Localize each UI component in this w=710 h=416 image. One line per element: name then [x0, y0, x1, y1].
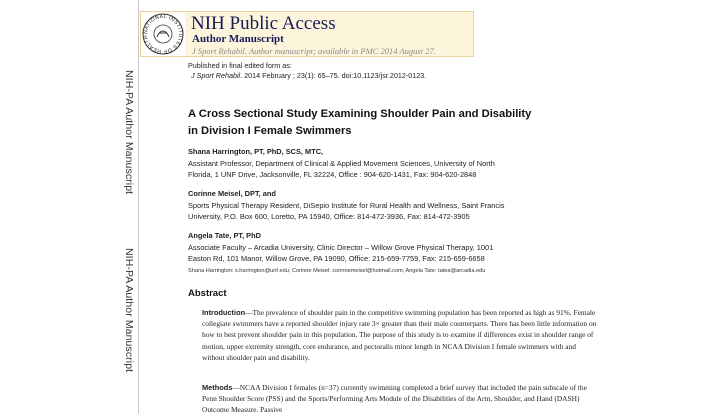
citation-details: . 2014 February ; 23(1): 65–75. doi:10.1123/jsr.2012-0123.: [240, 71, 427, 80]
publication-note: [188, 61, 426, 81]
author-address: University, P.O. Box 600, Loretto, PA 15940, Office: 814-472-3936, Fax: 814-472-3905: [188, 212, 470, 221]
introduction-text: —The prevalence of shoulder pain in the competitive swimming population has been reported as high as 91%. Female collegiate swimmers have a reported shoulder injury rate 3× greater than their male counterparts. There has been little information on how to best prevent shoulder pain in this population. The purpose of this study is to examine if differences exist in shoulder range of motion, upper extremity strength, core endurance, and pectoralis minor length in NCAA Division I female swimmers with and without shoulder pain and disability.: [202, 308, 597, 362]
author-block: [188, 188, 608, 223]
author-block: [188, 146, 608, 181]
publication-citation: [188, 71, 426, 81]
published-label: Published in final edited form as:: [188, 61, 292, 70]
svg-text:NATIONAL INSTITUTES OF HEALTH: NATIONAL INSTITUTES OF HEALTH: [142, 13, 184, 55]
author-manuscript-label: Author Manuscript: [192, 33, 284, 45]
banner-citation: J Sport Rehabil. Author manuscript; available in PMC 2014 August 27.: [192, 46, 436, 56]
author-address: Easton Rd, 101 Manor, Willow Grove, PA 19090, Office: 215-659-7759, Fax: 215-659-6658: [188, 254, 485, 263]
abstract-heading: Abstract: [188, 288, 227, 299]
methods-label: Methods: [202, 383, 233, 392]
author-emails: Shana Harrington: s.harrington@unf.edu; Corinne Meisel: corinnemeisel@hotmail.com; Angela Tate: tatea@arcadia.edu: [188, 268, 486, 274]
title-line-1: A Cross Sectional Study Examining Shoulder Pain and Disability: [188, 108, 532, 120]
sidebar-label-top: NIH-PA Author Manuscript: [123, 70, 135, 195]
journal-name: J Sport Rehabil: [191, 71, 241, 80]
nih-public-access-title: NIH Public Access: [191, 13, 336, 34]
author-affiliation: Assistant Professor, Department of Clinical & Applied Movement Sciences, University of North: [188, 158, 495, 168]
author-name: Angela Tate, PT, PhD: [188, 231, 261, 240]
nih-seal-icon: [141, 12, 185, 56]
title-line-2: in Division I Female Swimmers: [188, 125, 352, 137]
author-address: Florida, 1 UNF Drive, Jacksonville, FL 32224, Office : 904-620-1431, Fax: 904-620-2848: [188, 170, 477, 179]
author-affiliation: Sports Physical Therapy Resident, DiSepio Institute for Rural Health and Wellness, Saint Francis: [188, 200, 505, 210]
sidebar-label-bottom: NIH-PA Author Manuscript: [123, 248, 135, 373]
sidebar-margin: [119, 0, 139, 414]
author-block: [188, 230, 608, 265]
author-name: Corinne Meisel, DPT, and: [188, 189, 276, 198]
introduction-label: Introduction: [202, 308, 246, 317]
nih-banner: [140, 11, 474, 57]
abstract-introduction: [202, 307, 597, 363]
abstract-methods: [202, 382, 597, 416]
methods-text: —NCAA Division I females (n=37) currently swimming completed a brief survey that included the pain subscale of the Penn Shoulder Score (PSS) and the Sports/Performing Arts Module of the Disabilities of the Arm, Shoulder, and Hand (DASH) Outcome Measure. Passive: [202, 383, 587, 415]
author-name: Shana Harrington, PT, PhD, SCS, MTC,: [188, 147, 324, 156]
article-title: [188, 106, 608, 140]
author-affiliation: Associate Faculty – Arcadia University, Clinic Director – Willow Grove Physical Therapy, 1001: [188, 242, 494, 252]
